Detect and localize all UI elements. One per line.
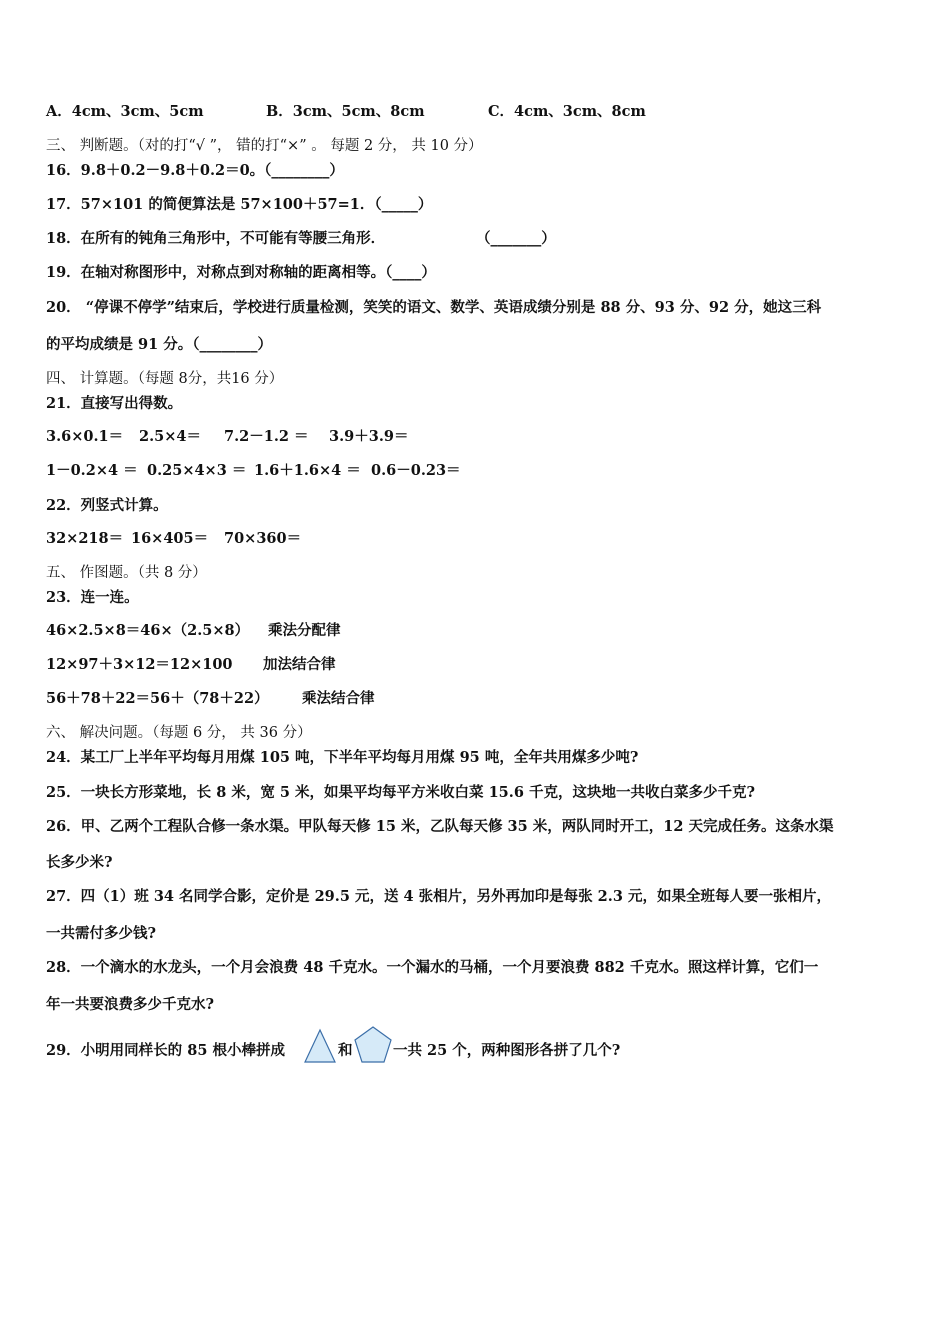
calc-item: 16×405＝ [131,530,209,547]
calc-item: 3.6×0.1＝ [46,428,124,445]
question-29-and: 和 [338,1042,353,1059]
option-a: A．4cm、3cm、5cm [46,103,204,120]
question-18-blank: （_______） [476,230,556,247]
calc-item: 7.2－1.2 ＝ [224,428,309,445]
match-right: 乘法结合律 [302,690,375,707]
calc-item: 32×218＝ [46,530,124,547]
question-26-line2: 长多少米? [46,854,113,871]
calc-item: 3.9＋3.9＝ [329,428,409,445]
question-29 [46,1041,285,1061]
match-left: 46×2.5×8＝46×（2.5×8） [46,622,250,639]
section-3-heading: 三、 判断题。（对的打“√ ”， 错的打“×” 。 每题 2 分， 共 10 分） [46,138,483,154]
question-28-line1: 28．一个滴水的水龙头，一个月会浪费 48 千克水。一个漏水的马桶，一个月要浪费 882 千克水。照这样计算，它们一 [46,959,819,976]
calc-item: 0.25×4×3 ＝ [147,462,247,479]
question-20-line2: 的平均成绩是 91 分。（________） [46,336,273,353]
triangle-icon [303,1028,337,1064]
question-21: 21．直接写出得数。 [46,395,183,412]
calc-item: 2.5×4＝ [139,428,201,445]
question-29-post: 一共 25 个，两种图形各拼了几个? [393,1042,621,1059]
question-28-line2: 年一共要浪费多少千克水? [46,996,214,1013]
option-c: C．4cm、3cm、8cm [488,103,646,120]
section-6-heading: 六、 解决问题。（每题 6 分， 共 36 分） [46,725,312,741]
calc-item: 0.6－0.23＝ [371,462,461,479]
question-24: 24．某工厂上半年平均每月用煤 105 吨，下半年平均每月用煤 95 吨，全年共用煤多少吨? [46,749,639,766]
question-27-line2: 一共需付多少钱? [46,925,156,942]
question-29-pre: 29．小明用同样长的 85 根小棒拼成 [46,1042,285,1059]
section-4-heading: 四、 计算题。（每题 8分，共16 分） [46,371,284,387]
question-17: 17．57×101 的简便算法是 57×100＋57=1．（_____） [46,196,433,213]
calc-item: 70×360＝ [224,530,302,547]
question-18 [46,229,556,249]
section-5-heading: 五、 作图题。（共 8 分） [46,565,207,581]
question-18-text: 18．在所有的钝角三角形中，不可能有等腰三角形． [46,230,386,247]
match-left: 12×97＋3×12＝12×100 [46,656,233,673]
match-right: 加法结合律 [263,656,336,673]
question-23: 23．连一连。 [46,589,139,606]
question-26-line1: 26．甲、乙两个工程队合修一条水渠。甲队每天修 15 米，乙队每天修 35 米，两队同时开工，12 天完成任务。这条水渠 [46,818,834,835]
question-27-line1: 27．四（1）班 34 名同学合影，定价是 29.5 元，送 4 张相片，另外再加印是每张 2.3 元，如果全班每人要一张相片， [46,888,831,905]
question-22: 22．列竖式计算。 [46,497,168,514]
match-right: 乘法分配律 [268,622,341,639]
option-b: B．3cm、5cm、8cm [266,103,425,120]
calc-item: 1－0.2×4 ＝ [46,462,138,479]
question-20-line1: 20． “停课不停学”结束后，学校进行质量检测，笑笑的语文、数学、英语成绩分别是 88 分、93 分、92 分，她这三科 [46,299,822,316]
question-25: 25．一块长方形菜地，长 8 米，宽 5 米，如果平均每平方米收白菜 15.6 千克，这块地一共收白菜多少千克? [46,784,755,801]
calc-item: 1.6＋1.6×4 ＝ [254,462,361,479]
question-19: 19．在轴对称图形中，对称点到对称轴的距离相等。（____） [46,264,436,281]
pentagon-icon [353,1025,393,1065]
match-left: 56＋78＋22＝56＋（78＋22） [46,690,269,707]
question-16: 16．9.8＋0.2－9.8＋0.2＝0。（________） [46,162,344,179]
